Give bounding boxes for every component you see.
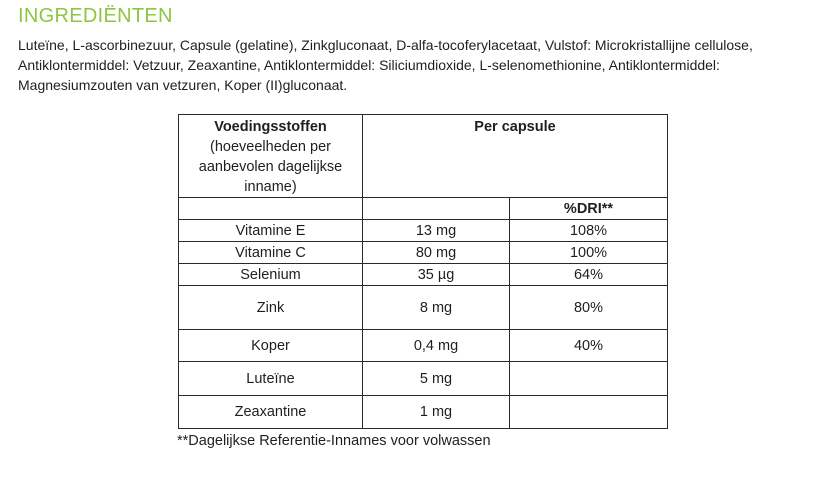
header-nutrients-cell	[179, 115, 363, 198]
nutrient-name: Koper	[179, 330, 363, 362]
nutrient-amount: 13 mg	[363, 220, 510, 242]
nutrient-dri: 64%	[510, 264, 668, 286]
nutrient-amount: 5 mg	[363, 362, 510, 396]
nutrient-name: Luteïne	[179, 362, 363, 396]
header-dri: %DRI**	[510, 198, 668, 220]
nutrient-dri: 40%	[510, 330, 668, 362]
header-per-capsule: Per capsule	[363, 115, 668, 198]
nutrient-name: Vitamine E	[179, 220, 363, 242]
table-row	[179, 286, 668, 330]
table-row	[179, 362, 668, 396]
nutrient-amount: 0,4 mg	[363, 330, 510, 362]
nutrient-name: Zeaxantine	[179, 396, 363, 429]
header-nutrients-note: (hoeveelheden per aanbevolen dagelijkse inname)	[198, 139, 343, 195]
table-subheader-row	[179, 198, 668, 220]
footnote: **Dagelijkse Referentie-Innames voor volwassen	[177, 433, 491, 449]
nutrient-dri	[510, 362, 668, 396]
subheader-empty-2	[363, 198, 510, 220]
nutrient-amount: 8 mg	[363, 286, 510, 330]
nutrient-name: Selenium	[179, 264, 363, 286]
table-row	[179, 330, 668, 362]
nutrient-dri: 80%	[510, 286, 668, 330]
nutrient-amount: 35 µg	[363, 264, 510, 286]
nutrient-dri: 108%	[510, 220, 668, 242]
nutrient-dri: 100%	[510, 242, 668, 264]
table-row	[179, 220, 668, 242]
nutrient-dri	[510, 396, 668, 429]
header-nutrients: Voedingsstoffen	[214, 119, 327, 135]
nutrient-amount: 1 mg	[363, 396, 510, 429]
table-row	[179, 242, 668, 264]
table-row	[179, 396, 668, 429]
nutrient-name: Zink	[179, 286, 363, 330]
ingredients-text: Luteïne, L-ascorbinezuur, Capsule (gelatine), Zinkgluconaat, D-alfa-tocoferylacetaat, Vulstof: Microkristallijne cellulose, Antiklontermiddel: Vetzuur, Zeaxantine, Antiklontermiddel: Siliciumdioxide, L-selenomethionine, Antiklontermiddel: Magnesiumzouten van vetzuren, Koper (II)gluconaat.	[18, 37, 753, 93]
table-header-row	[179, 115, 668, 198]
nutrient-amount: 80 mg	[363, 242, 510, 264]
nutrition-table	[178, 114, 668, 429]
subheader-empty-1	[179, 198, 363, 220]
table-row	[179, 264, 668, 286]
section-title: INGREDIËNTEN	[18, 5, 173, 27]
nutrient-name: Vitamine C	[179, 242, 363, 264]
